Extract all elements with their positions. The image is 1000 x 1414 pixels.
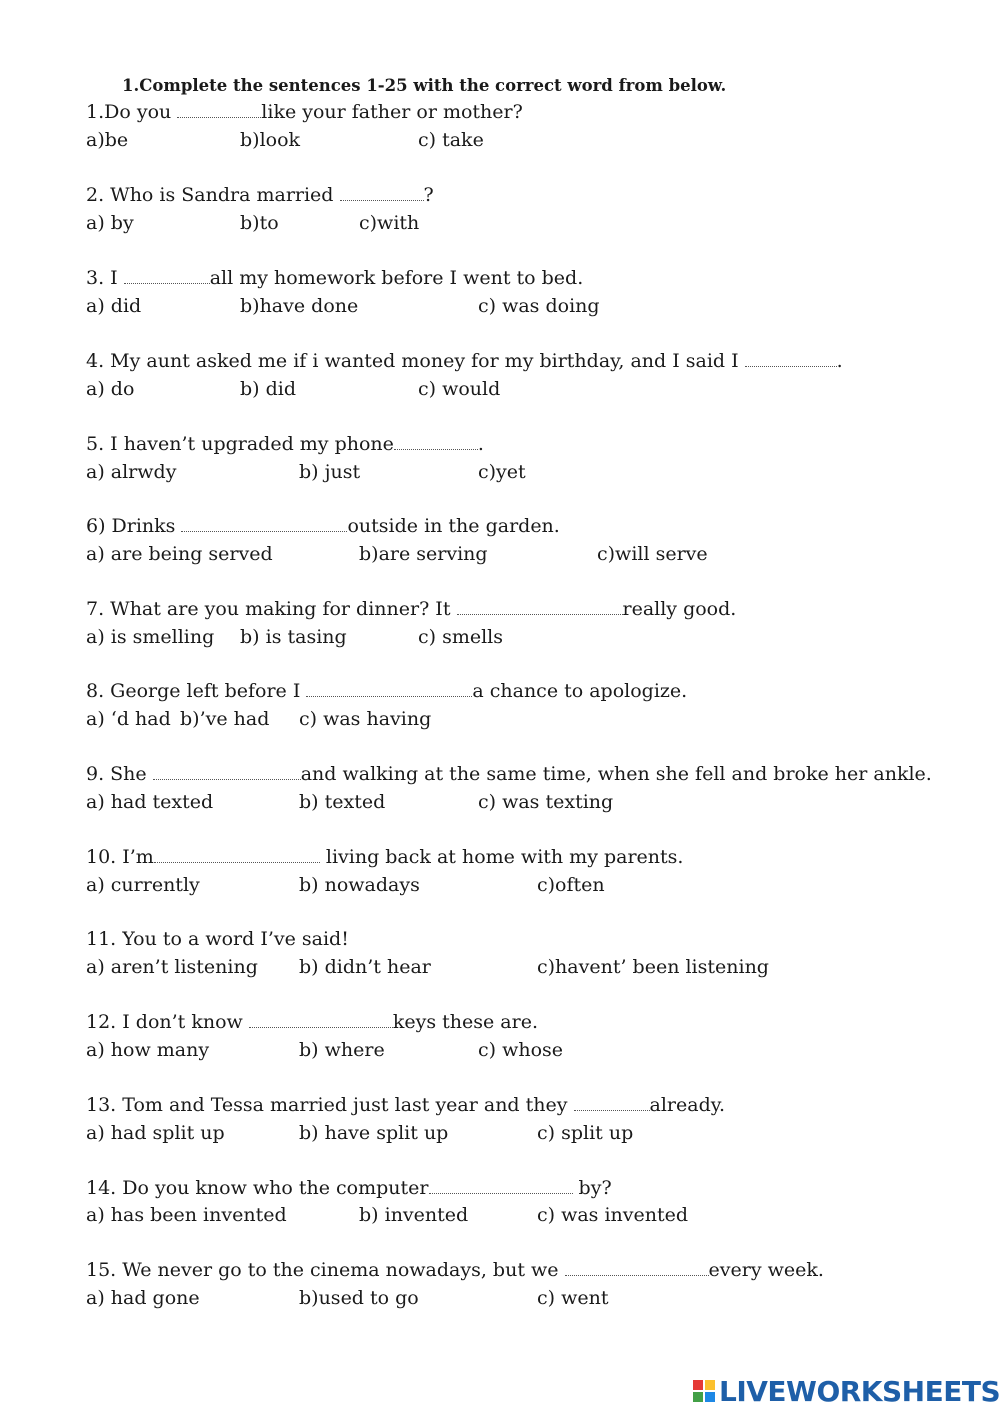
option-a[interactable]: a) had gone [86,1287,200,1309]
options-10 [86,871,986,899]
answer-blank[interactable] [429,1175,573,1194]
option-a[interactable]: a) has been invented [86,1204,287,1226]
answer-blank[interactable] [181,513,347,532]
question-7 [86,595,736,623]
option-b[interactable]: b)look [240,129,301,151]
option-b[interactable]: b) texted [299,791,386,813]
options-13 [86,1119,986,1147]
options-4 [86,375,986,403]
question-text: a chance to apologize. [472,680,688,702]
question-text: 14. Do you know who the computer [86,1177,429,1199]
question-text: . [477,433,484,455]
options-5 [86,458,986,486]
option-b[interactable]: b) didn’t hear [299,956,431,978]
question-11 [86,925,349,953]
question-text: by? [572,1177,612,1199]
answer-blank[interactable] [574,1092,650,1111]
question-text: 5. I haven’t upgraded my phone [86,433,394,455]
option-a[interactable]: a) had texted [86,791,214,813]
option-a[interactable]: a) is smelling [86,626,215,648]
question-text: 12. I don’t know [86,1011,249,1033]
options-2 [86,209,986,237]
option-b[interactable]: b)are serving [359,543,488,565]
question-text: 4. My aunt asked me if i wanted money for my birthday, and I said I [86,350,745,372]
question-14 [86,1174,612,1202]
option-a[interactable]: a) by [86,212,134,234]
question-text: living back at home with my parents. [319,846,684,868]
option-a[interactable]: a) ‘d had [86,708,171,730]
option-b[interactable]: b)’ve had [180,708,270,730]
logo-blocks-icon [693,1380,715,1402]
answer-blank[interactable] [457,596,623,615]
worksheet-title: 1.Complete the sentences 1-25 with the correct word from below. [122,76,727,95]
answer-blank[interactable] [153,761,301,780]
question-text: keys these are. [392,1011,538,1033]
option-a[interactable]: a) aren’t listening [86,956,258,978]
question-1 [86,98,523,126]
question-4 [86,347,843,375]
question-6 [86,512,560,540]
option-b[interactable]: b)used to go [299,1287,419,1309]
options-14 [86,1201,986,1229]
options-7 [86,623,986,651]
question-text: 11. You to a word I’ve said! [86,928,349,950]
options-1 [86,126,986,154]
question-text: really good. [622,598,737,620]
option-b[interactable]: b) did [240,378,297,400]
option-c[interactable]: c) was having [299,708,432,730]
question-text: 15. We never go to the cinema nowadays, but we [86,1259,565,1281]
question-15 [86,1256,824,1284]
answer-blank[interactable] [394,431,478,450]
option-b[interactable]: b) is tasing [240,626,347,648]
question-text: every week. [708,1259,824,1281]
option-a[interactable]: a) do [86,378,135,400]
option-a[interactable]: a) how many [86,1039,210,1061]
logo-text: LIVEWORKSHEETS [719,1374,1000,1408]
question-text: already. [649,1094,726,1116]
question-text: 13. Tom and Tessa married just last year and they [86,1094,574,1116]
option-b[interactable]: b) where [299,1039,385,1061]
option-c[interactable]: c) went [537,1287,609,1309]
question-text: 1.Do you [86,101,178,123]
option-b[interactable]: b) just [299,461,361,483]
option-c[interactable]: c)yet [478,461,526,483]
question-2 [86,181,434,209]
question-3 [86,264,583,292]
option-b[interactable]: b) nowadays [299,874,420,896]
option-b[interactable]: b) have split up [299,1122,449,1144]
option-c[interactable]: c)often [537,874,605,896]
option-c[interactable]: c) whose [478,1039,564,1061]
options-6 [86,540,986,568]
options-15 [86,1284,986,1312]
option-a[interactable]: a) currently [86,874,200,896]
question-9 [86,760,932,788]
question-text: 9. She [86,763,153,785]
answer-blank[interactable] [177,99,261,118]
option-a[interactable]: a) are being served [86,543,273,565]
options-11 [86,953,986,981]
question-text: 7. What are you making for dinner? It [86,598,457,620]
option-c[interactable]: c) was doing [478,295,600,317]
answer-blank[interactable] [340,182,424,201]
question-text: like your father or mother? [261,101,523,123]
option-c[interactable]: c) would [418,378,501,400]
answer-blank[interactable] [154,844,320,863]
question-text: all my homework before I went to bed. [209,267,584,289]
options-3 [86,292,986,320]
liveworksheets-logo [693,1374,1000,1408]
logo-block [693,1392,703,1402]
option-a[interactable]: a) alrwdy [86,461,177,483]
option-c[interactable]: c) smells [418,626,504,648]
question-text: and walking at the same time, when she fell and broke her ankle. [300,763,932,785]
question-text: 6) Drinks [86,515,182,537]
question-10 [86,843,683,871]
question-13 [86,1091,725,1119]
option-b[interactable]: b) invented [359,1204,469,1226]
question-text: 8. George left before I [86,680,307,702]
question-text: ? [423,184,434,206]
question-text: . [836,350,843,372]
option-c[interactable]: c)havent’ been listening [537,956,769,978]
answer-blank[interactable] [745,348,837,367]
option-c[interactable]: c) split up [537,1122,634,1144]
option-c[interactable]: c) take [418,129,484,151]
option-c[interactable]: c)with [359,212,420,234]
question-8 [86,677,687,705]
answer-blank[interactable] [306,678,472,697]
options-9 [86,788,986,816]
question-text: 10. I’m [86,846,154,868]
question-5 [86,430,484,458]
option-a[interactable]: a) did [86,295,142,317]
logo-block [705,1380,715,1390]
option-c[interactable]: c)will serve [597,543,708,565]
option-a[interactable]: a)be [86,129,129,151]
options-12 [86,1036,986,1064]
option-b[interactable]: b)to [240,212,279,234]
options-8 [86,705,986,733]
answer-blank[interactable] [124,265,210,284]
answer-blank[interactable] [249,1009,393,1028]
logo-block [693,1380,703,1390]
answer-blank[interactable] [565,1257,709,1276]
option-b[interactable]: b)have done [240,295,359,317]
option-a[interactable]: a) had split up [86,1122,225,1144]
option-c[interactable]: c) was texting [478,791,614,813]
option-c[interactable]: c) was invented [537,1204,689,1226]
logo-block [705,1392,715,1402]
question-12 [86,1008,538,1036]
question-text: 2. Who is Sandra married [86,184,340,206]
question-text: outside in the garden. [347,515,560,537]
question-text: 3. I [86,267,124,289]
